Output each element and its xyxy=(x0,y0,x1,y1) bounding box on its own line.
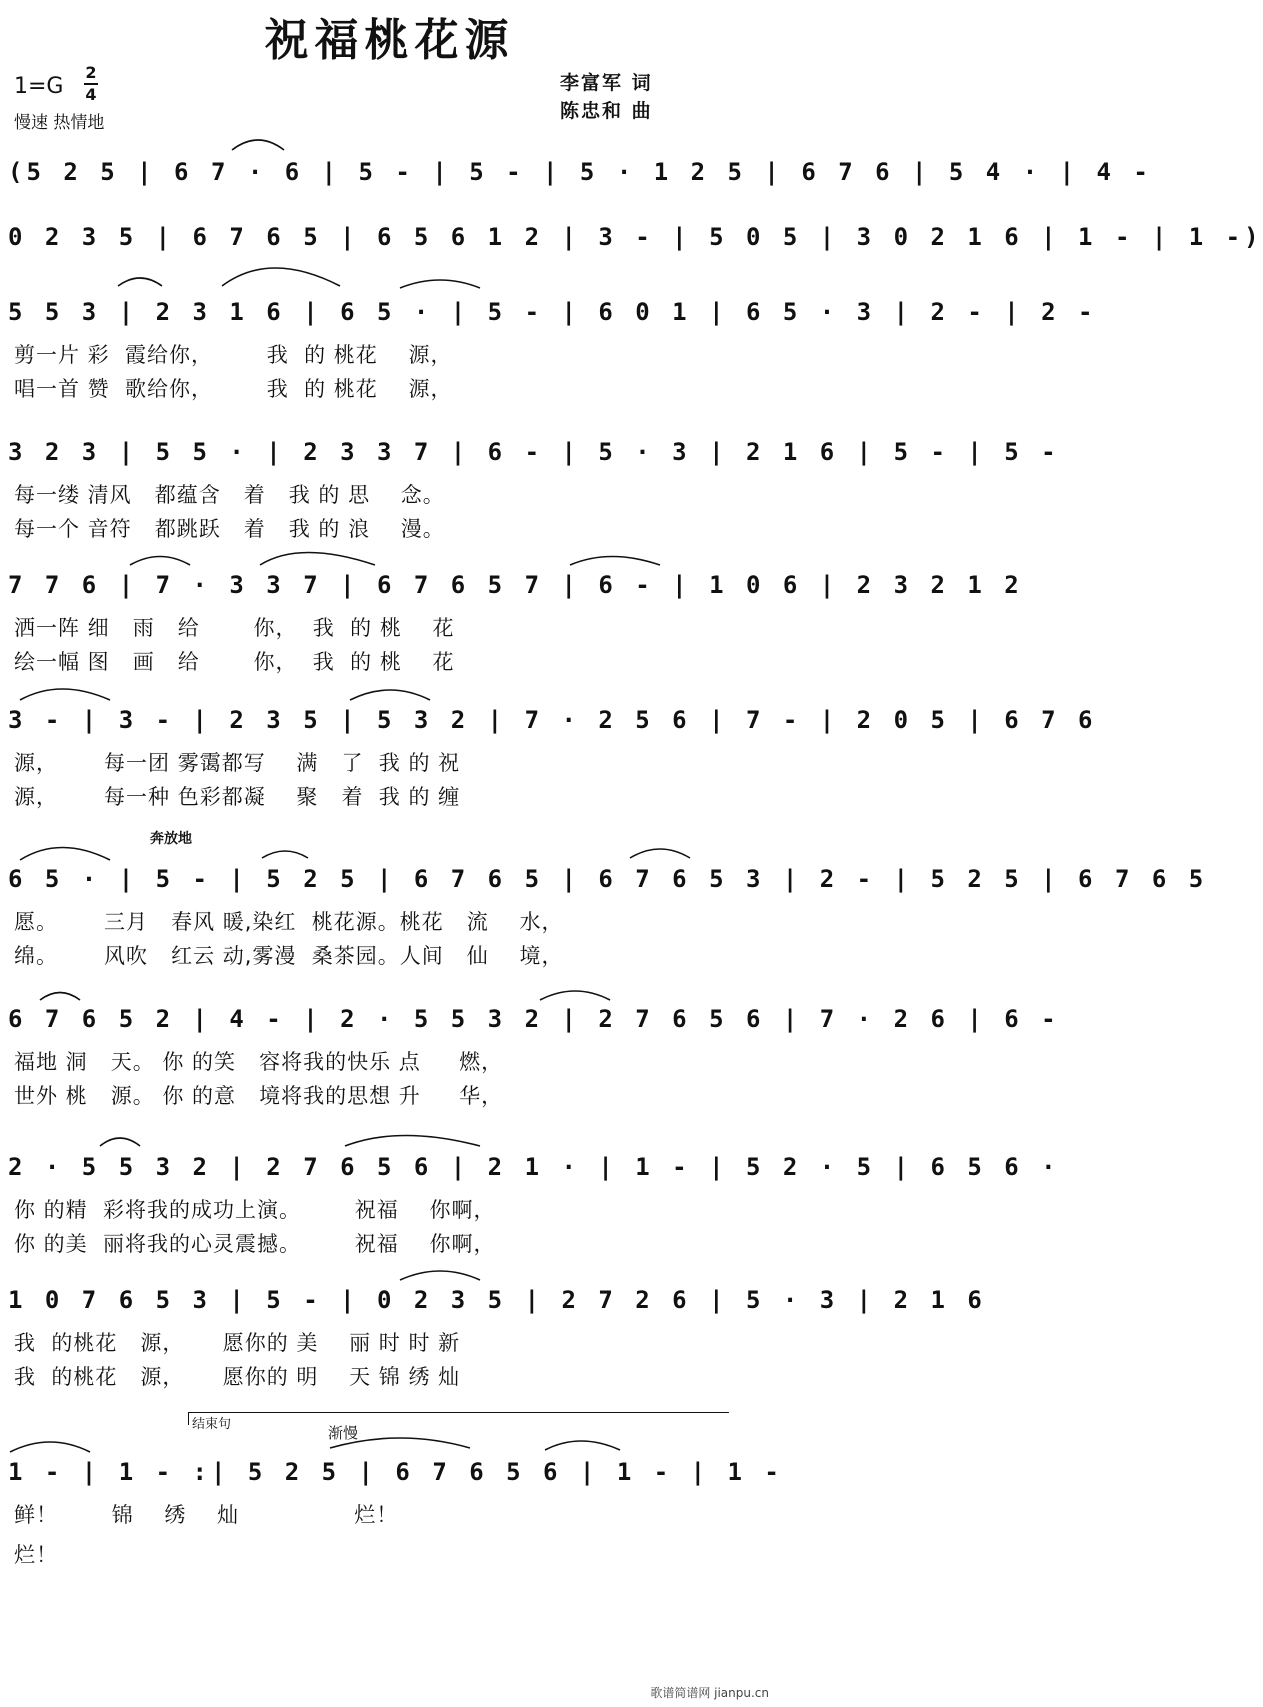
lyric-verse-2: 唱一首 赞 歌给你， 我 的 桃花 源， xyxy=(14,377,453,401)
slur xyxy=(232,140,284,150)
tempo-marking: 慢速 热情地 xyxy=(14,113,105,133)
ending-label: 结束句 xyxy=(192,1417,232,1432)
slur xyxy=(345,1136,480,1147)
notes-text: 6 5 · | 5 - | 5 2 5 | 6 7 6 5 | 6 7 6 5 3 | 2 - | 5 2 5 | 6 7 6 5 xyxy=(8,865,1208,893)
watermark: 歌谱简谱网 jianpu.cn xyxy=(650,1686,769,1700)
slur xyxy=(545,1441,620,1450)
notation-line xyxy=(8,220,1263,254)
expression-marking: 奔放地 xyxy=(150,831,192,847)
notation-line xyxy=(8,862,1208,896)
lyric-verse-1: 剪一片 彩 霞给你， 我 的 桃花 源， xyxy=(14,343,453,367)
song-title: 祝福桃花源 xyxy=(264,15,515,66)
notes-text: 3 - | 3 - | 2 3 5 | 5 3 2 | 7 · 2 5 6 | 7 - | 2 0 5 | 6 7 6 xyxy=(8,706,1097,734)
slur xyxy=(350,690,430,700)
slur xyxy=(630,849,690,858)
slur xyxy=(130,557,190,566)
lyricist-credit: 李富军 词 xyxy=(560,72,653,94)
lyric-verse-1: 你 的精 彩将我的成功上演。 祝福 你啊， xyxy=(14,1198,496,1222)
lyric-verse-2: 我 的桃花 源， 愿你的 明 天 锦 绣 灿 xyxy=(14,1365,461,1389)
lyric-verse-1: 愿。 三月 春风 暖,染红 桃花源。桃花 流 水， xyxy=(14,910,564,934)
time-signature xyxy=(84,64,98,104)
lyric-verse-2: 源， 每一种 色彩都凝 聚 着 我 的 缠 xyxy=(14,785,461,809)
lyric-verse-2: 你 的美 丽将我的心灵震撼。 祝福 你啊， xyxy=(14,1232,496,1256)
lyric-verse-1: 洒一阵 细 雨 给 你， 我 的 桃 花 xyxy=(14,616,455,640)
notes-text: 3 2 3 | 5 5 · | 2 3 3 7 | 6 - | 5 · 3 | 2 1 6 | 5 - | 5 - xyxy=(8,438,1060,466)
lyric-line-1: 鲜！ 锦 绣 灿 烂！ xyxy=(14,1503,399,1527)
lyric-verse-1: 我 的桃花 源， 愿你的 美 丽 时 时 新 xyxy=(14,1331,461,1355)
slur xyxy=(222,268,340,286)
slur xyxy=(20,689,110,700)
slur xyxy=(400,1271,480,1280)
notes-text: 7 7 6 | 7 · 3 3 7 | 6 7 6 5 7 | 6 - | 1 0 6 | 2 3 2 1 2 xyxy=(8,571,1023,599)
composer-credit: 陈忠和 曲 xyxy=(560,100,653,122)
lyric-verse-2: 每一个 音符 都跳跃 着 我 的 浪 漫。 xyxy=(14,517,445,541)
notation-line xyxy=(8,703,1097,737)
notation-line xyxy=(8,1002,1060,1036)
key-signature: 1=G xyxy=(14,74,64,99)
time-sig-bottom: 4 xyxy=(85,85,97,104)
notation-line xyxy=(8,155,1152,189)
notes-text: 5 5 3 | 2 3 1 6 | 6 5 · | 5 - | 6 0 1 | 6 5 · 3 | 2 - | 2 - xyxy=(8,298,1097,326)
ending-bracket xyxy=(188,1412,729,1425)
slur xyxy=(10,1442,90,1452)
slur xyxy=(20,848,110,861)
lyric-verse-1: 福地 洞 天。 你 的笑 容将我的快乐 点 燃， xyxy=(14,1050,504,1074)
slur xyxy=(100,1138,140,1146)
notes-text: 1 0 7 6 5 3 | 5 - | 0 2 3 5 | 2 7 2 6 | 5 · 3 | 2 1 6 xyxy=(8,1286,986,1314)
ritardando-marking: 渐慢 xyxy=(328,1424,359,1442)
notes-text: 6 7 6 5 2 | 4 - | 2 · 5 5 3 2 | 2 7 6 5 6 | 7 · 2 6 | 6 - xyxy=(8,1005,1060,1033)
slur xyxy=(570,557,660,566)
notation-line xyxy=(8,295,1097,329)
lyric-verse-2: 世外 桃 源。 你 的意 境将我的思想 升 华， xyxy=(14,1084,504,1108)
notation-line xyxy=(8,1150,1060,1184)
slur xyxy=(260,553,375,566)
slur xyxy=(118,278,162,286)
notation-line xyxy=(8,568,1023,602)
lyric-verse-2: 绵。 风吹 红云 动,雾漫 桑茶园。人间 仙 境， xyxy=(14,944,564,968)
lyric-line-2: 烂！ xyxy=(14,1543,58,1567)
slur xyxy=(540,991,610,1000)
notation-line xyxy=(8,1455,783,1489)
notation-line xyxy=(8,1283,986,1317)
time-sig-top: 2 xyxy=(85,63,97,82)
lyric-verse-2: 绘一幅 图 画 给 你， 我 的 桃 花 xyxy=(14,650,455,674)
notes-text: 0 2 3 5 | 6 7 6 5 | 6 5 6 1 2 | 3 - | 5 0 5 | 3 0 2 1 6 | 1 - | 1 -) xyxy=(8,223,1263,251)
slur xyxy=(262,851,308,858)
notes-text: 1 - | 1 - :| 5 2 5 | 6 7 6 5 6 | 1 - | 1 - xyxy=(8,1458,783,1486)
slur xyxy=(400,280,480,288)
notes-text: (5 2 5 | 6 7 · 6 | 5 - | 5 - | 5 · 1 2 5 | 6 7 6 | 5 4 · | 4 - xyxy=(8,158,1152,186)
notes-text: 2 · 5 5 3 2 | 2 7 6 5 6 | 2 1 · | 1 - | 5 2 · 5 | 6 5 6 · xyxy=(8,1153,1060,1181)
slur xyxy=(40,993,80,1001)
notation-line xyxy=(8,435,1060,469)
lyric-verse-1: 源， 每一团 雾霭都写 满 了 我 的 祝 xyxy=(14,751,461,775)
lyric-verse-1: 每一缕 清风 都蕴含 着 我 的 思 念。 xyxy=(14,483,445,507)
